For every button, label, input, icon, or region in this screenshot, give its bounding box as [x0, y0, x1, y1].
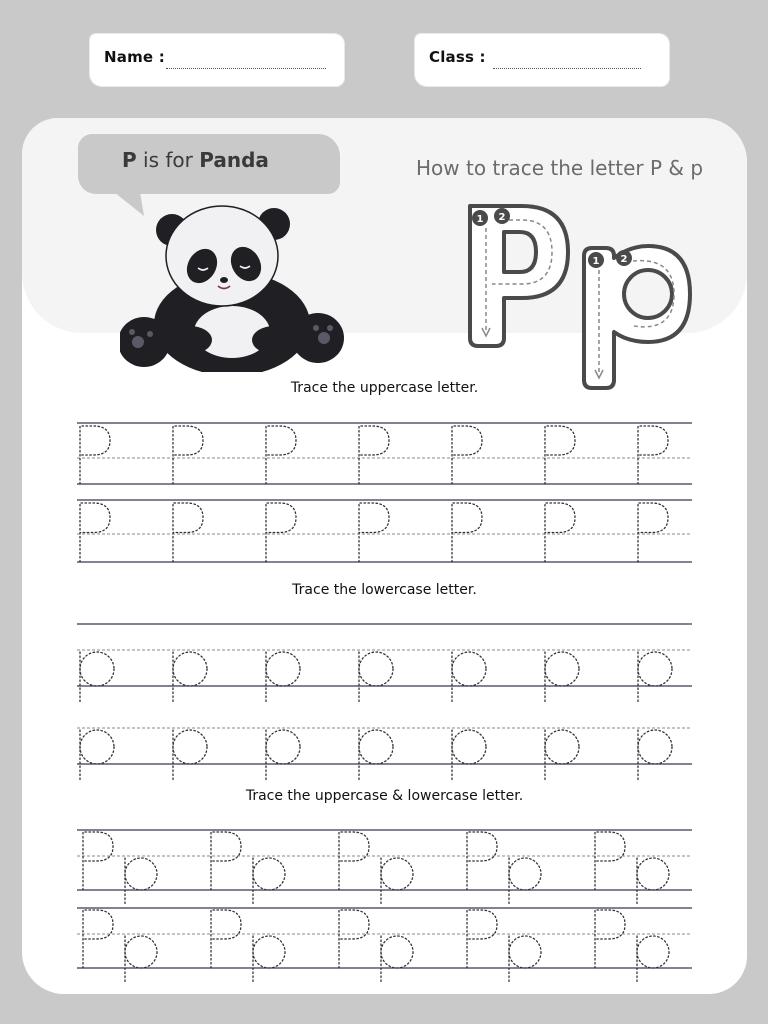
class-box	[415, 34, 669, 86]
traceable-uppercase-P	[452, 503, 482, 562]
traceable-lowercase-p	[253, 936, 285, 984]
traceable-uppercase-P	[80, 503, 110, 562]
traceable-lowercase-p	[80, 730, 114, 780]
intro-letter: P	[122, 148, 137, 172]
traceable-lowercase-p	[452, 730, 486, 780]
traceable-lowercase-p	[545, 652, 579, 702]
traceable-lowercase-p	[509, 936, 541, 984]
traceable-uppercase-P	[638, 503, 668, 562]
traceable-uppercase-P	[339, 832, 369, 890]
traceable-uppercase-P	[80, 426, 110, 484]
class-label: Class :	[429, 48, 486, 66]
traceable-uppercase-P	[595, 832, 625, 890]
name-label: Name :	[104, 48, 165, 66]
traceable-lowercase-p	[266, 730, 300, 780]
traceable-lowercase-p	[253, 858, 285, 906]
traceable-uppercase-P	[83, 832, 113, 890]
intro-word: Panda	[199, 148, 269, 172]
traceable-lowercase-p	[359, 652, 393, 702]
traceable-lowercase-p	[381, 936, 413, 984]
traceable-uppercase-P	[83, 910, 113, 968]
traceable-lowercase-p	[452, 652, 486, 702]
traceable-uppercase-P	[545, 426, 575, 484]
traceable-uppercase-P	[545, 503, 575, 562]
traceable-uppercase-P	[266, 503, 296, 562]
stroke-label-2: 2	[620, 254, 628, 265]
traceable-uppercase-P	[266, 426, 296, 484]
traceable-uppercase-P	[211, 832, 241, 890]
traceable-lowercase-p	[638, 652, 672, 702]
name-input-line[interactable]	[166, 68, 326, 69]
traceable-uppercase-P	[452, 426, 482, 484]
traceable-lowercase-p	[545, 730, 579, 780]
traceable-uppercase-P	[173, 426, 203, 484]
heading-mixed: Trace the uppercase & lowercase letter.	[245, 788, 524, 804]
heading-uppercase: Trace the uppercase letter.	[290, 380, 479, 396]
traceable-lowercase-p	[173, 652, 207, 702]
traceable-uppercase-P	[359, 426, 389, 484]
traceable-lowercase-p	[80, 652, 114, 702]
traceable-uppercase-P	[595, 910, 625, 968]
howto-title: How to trace the letter P & p	[416, 156, 704, 180]
heading-lowercase: Trace the lowercase letter.	[292, 582, 477, 598]
traceable-lowercase-p	[637, 936, 669, 984]
stroke-label-1: 1	[592, 256, 600, 267]
traceable-uppercase-P	[638, 426, 668, 484]
traceable-lowercase-p	[638, 730, 672, 780]
traceable-uppercase-P	[467, 910, 497, 968]
traceable-lowercase-p	[266, 652, 300, 702]
traceable-uppercase-P	[211, 910, 241, 968]
traceable-uppercase-P	[339, 910, 369, 968]
class-input-line[interactable]	[493, 68, 641, 69]
tracing-area	[22, 118, 747, 994]
stroke-label-1: 1	[476, 214, 484, 225]
traceable-uppercase-P	[467, 832, 497, 890]
traceable-lowercase-p	[125, 936, 157, 984]
worksheet	[22, 118, 747, 994]
intro-connector: is for	[136, 148, 200, 172]
traceable-uppercase-P	[359, 503, 389, 562]
stroke-label-2: 2	[498, 212, 506, 223]
traceable-lowercase-p	[125, 858, 157, 906]
traceable-lowercase-p	[509, 858, 541, 906]
name-box	[90, 34, 344, 86]
traceable-lowercase-p	[173, 730, 207, 780]
traceable-uppercase-P	[173, 503, 203, 562]
traceable-lowercase-p	[359, 730, 393, 780]
traceable-lowercase-p	[637, 858, 669, 906]
traceable-lowercase-p	[381, 858, 413, 906]
